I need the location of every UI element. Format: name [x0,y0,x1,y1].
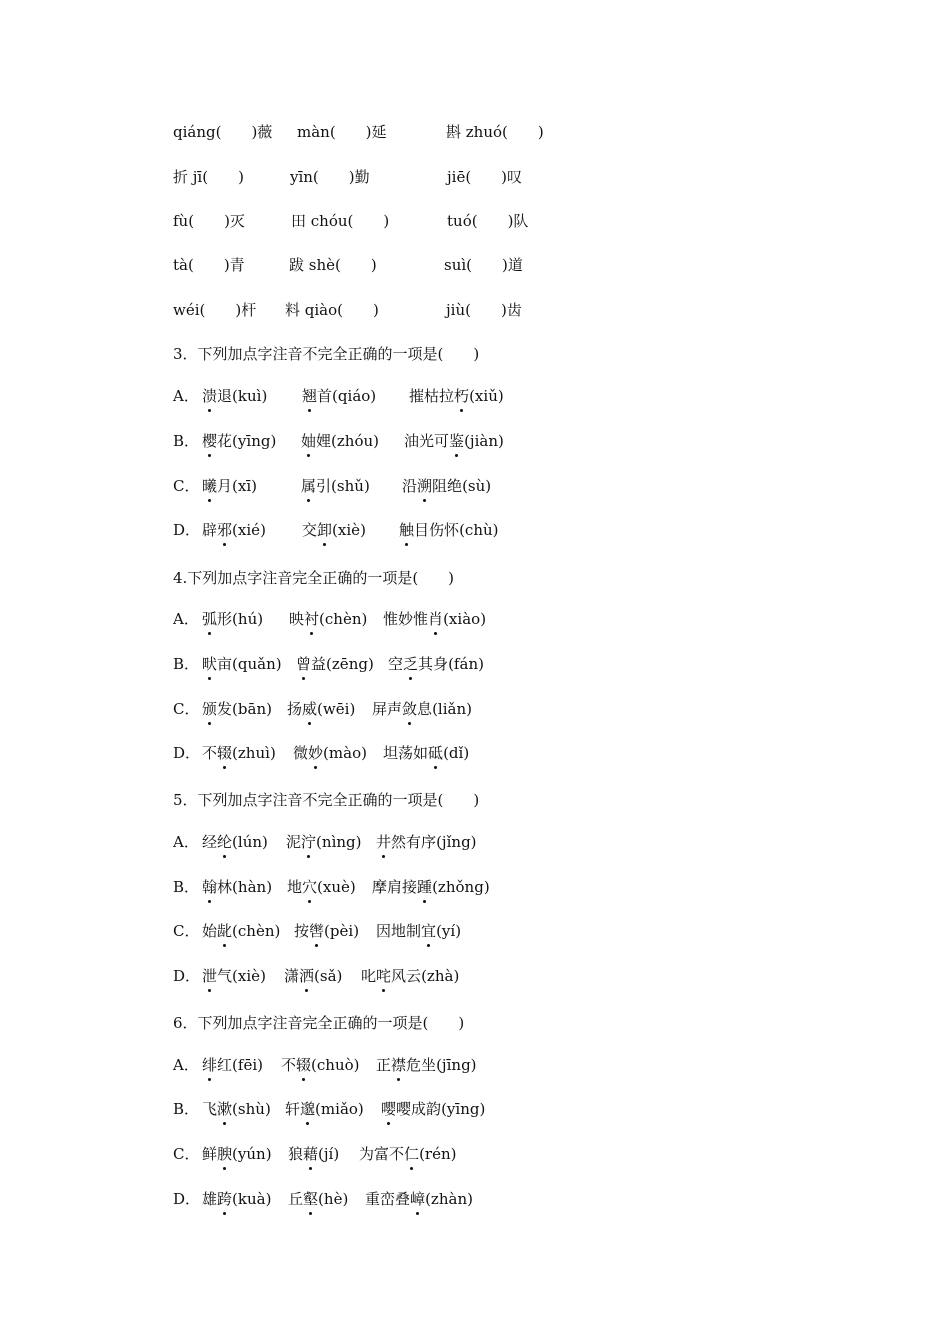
pinyin-item: jiē( )叹 [447,168,523,186]
pinyin-item: 料 qiào( ) [285,301,379,319]
option-d [173,517,499,543]
pinyin-row [173,119,544,145]
emphasis-dot-char: 洒 [299,963,314,989]
option-a [173,383,504,409]
option-label: C． [173,477,200,495]
option-item: 樱花(yīng) [202,428,276,454]
pinyin-item: 斟 zhuó( ) [446,123,544,141]
option-b [173,428,504,454]
option-label: B． [173,878,200,896]
option-item: 屏声敛息(liǎn) [372,696,472,722]
emphasis-dot-char: 颁 [202,696,217,722]
option-item: 嘤嘤成韵(yīng) [381,1096,485,1122]
question-stem: 6．下列加点字注音完全正确的一项是( ) [173,1014,465,1032]
option-c [173,918,462,944]
option-item: 沿溯阻绝(sù) [402,473,491,499]
pinyin-row [173,208,529,234]
option-item: 飞漱(shù) [202,1096,271,1122]
option-label: C． [173,1145,200,1163]
option-item: 畎亩(quǎn) [202,651,282,677]
pinyin-item: 折 jī( ) [173,168,244,186]
option-item: 辟邪(xié) [202,517,266,543]
emphasis-dot-char: 踵 [417,874,432,900]
emphasis-dot-char: 跨 [217,1186,232,1212]
pinyin-item: tà( )青 [173,256,245,274]
option-b [173,1096,486,1122]
emphasis-dot-char: 翘 [302,383,317,409]
emphasis-dot-char: 襟 [391,1052,406,1078]
option-item: 为富不仁(rén) [359,1141,457,1167]
option-d [173,740,470,766]
option-item: 油光可鉴(jiàn) [404,428,504,454]
emphasis-dot-char: 妯 [301,428,316,454]
option-a [173,606,487,632]
option-item: 泥泞(nìng) [286,829,362,855]
option-label: D． [173,1190,201,1208]
emphasis-dot-char: 乏 [403,651,418,677]
emphasis-dot-char: 弧 [202,606,217,632]
option-label: D． [173,967,201,985]
option-label: C． [173,922,200,940]
option-a [173,829,477,855]
option-c [173,473,492,499]
option-item: 始龀(chèn) [202,918,280,944]
option-c [173,1141,457,1167]
emphasis-dot-char: 衬 [304,606,319,632]
option-b [173,874,490,900]
emphasis-dot-char: 溃 [202,383,217,409]
emphasis-dot-char: 泄 [202,963,217,989]
option-label: B． [173,655,200,673]
emphasis-dot-char: 畎 [202,651,217,677]
option-label: C． [173,700,200,718]
emphasis-dot-char: 溯 [417,473,432,499]
option-item: 翰林(hàn) [202,874,272,900]
emphasis-dot-char: 纶 [217,829,232,855]
pinyin-item: tuó( )队 [447,212,529,230]
option-item: 坦荡如砥(dǐ) [383,740,469,766]
emphasis-dot-char: 曾 [296,651,311,677]
emphasis-dot-char: 邈 [300,1096,315,1122]
option-item: 微妙(mào) [293,740,367,766]
question-stem: 5．下列加点字注音不完全正确的一项是( ) [173,791,480,809]
emphasis-dot-char: 辍 [217,740,232,766]
emphasis-dot-char: 属 [301,473,316,499]
option-label: D． [173,744,201,762]
option-item: 不辍(chuò) [281,1052,360,1078]
emphasis-dot-char: 肖 [428,606,443,632]
emphasis-dot-char: 触 [399,517,414,543]
emphasis-dot-char: 漱 [217,1096,232,1122]
option-label: B． [173,1100,200,1118]
emphasis-dot-char: 绯 [202,1052,217,1078]
option-item: 泄气(xiè) [202,963,266,989]
option-item: 摩肩接踵(zhǒng) [372,874,490,900]
option-d [173,963,460,989]
option-item: 地穴(xuè) [287,874,356,900]
emphasis-dot-char: 砥 [428,740,443,766]
question-stem: 4.下列加点字注音完全正确的一项是( ) [173,569,455,587]
option-item: 妯娌(zhóu) [301,428,379,454]
pinyin-item: jiù( )齿 [446,301,522,319]
emphasis-dot-char: 泞 [301,829,316,855]
option-d [173,1186,473,1212]
option-label: A． [173,833,199,851]
emphasis-dot-char: 妙 [308,740,323,766]
pinyin-item: yīn( )勤 [290,168,370,186]
emphasis-dot-char: 卸 [317,517,332,543]
option-item: 曦月(xī) [202,473,257,499]
option-item: 不辍(zhuì) [202,740,276,766]
option-item: 扬威(wēi) [287,696,355,722]
option-c [173,696,473,722]
emphasis-dot-char: 威 [302,696,317,722]
option-label: A． [173,1056,199,1074]
option-item: 交卸(xiè) [302,517,366,543]
emphasis-dot-char: 翰 [202,874,217,900]
emphasis-dot-char: 龀 [217,918,232,944]
option-item: 重峦叠嶂(zhàn) [365,1186,473,1212]
option-item: 按辔(pèi) [294,918,359,944]
option-item: 触目伤怀(chù) [399,517,499,543]
option-item: 井然有序(jǐng) [376,829,477,855]
emphasis-dot-char: 樱 [202,428,217,454]
option-item: 翘首(qiáo) [302,383,376,409]
emphasis-dot-char: 辍 [296,1052,311,1078]
option-item: 弧形(hú) [202,606,263,632]
option-item: 属引(shǔ) [301,473,370,499]
question-stem: 3．下列加点字注音不完全正确的一项是( ) [173,345,480,363]
emphasis-dot-char: 壑 [303,1186,318,1212]
emphasis-dot-char: 仁 [404,1141,419,1167]
pinyin-row [173,297,522,323]
option-item: 鲜腴(yún) [202,1141,272,1167]
option-item: 摧枯拉朽(xiǔ) [409,383,504,409]
emphasis-dot-char: 辔 [309,918,324,944]
option-item: 潇洒(sǎ) [284,963,342,989]
emphasis-dot-char: 咤 [376,963,391,989]
emphasis-dot-char: 藉 [303,1141,318,1167]
emphasis-dot-char: 鉴 [449,428,464,454]
pinyin-item: fù( )灭 [173,212,245,230]
option-item: 叱咤风云(zhà) [361,963,459,989]
emphasis-dot-char: 腴 [217,1141,232,1167]
emphasis-dot-char: 嶂 [410,1186,425,1212]
option-label: B． [173,432,200,450]
option-item: 绯红(fēi) [202,1052,263,1078]
pinyin-item: suì( )道 [444,256,523,274]
option-item: 狼藉(jí) [288,1141,339,1167]
pinyin-row [173,164,523,190]
option-label: D． [173,521,201,539]
option-b [173,651,484,677]
option-item: 经纶(lún) [202,829,268,855]
option-item: 正襟危坐(jīng) [376,1052,477,1078]
option-item: 雄跨(kuà) [202,1186,271,1212]
option-item: 因地制宜(yí) [376,918,461,944]
pinyin-row [173,252,523,278]
option-item: 溃退(kuì) [202,383,267,409]
emphasis-dot-char: 嘤 [381,1096,396,1122]
option-item: 惟妙惟肖(xiào) [383,606,486,632]
option-item: 丘壑(hè) [288,1186,348,1212]
pinyin-item: qiáng( )薇 [173,123,273,141]
option-item: 曾益(zēng) [296,651,374,677]
option-item: 映衬(chèn) [289,606,367,632]
option-label: A． [173,387,199,405]
emphasis-dot-char: 朽 [454,383,469,409]
emphasis-dot-char: 曦 [202,473,217,499]
pinyin-item: màn( )延 [297,123,387,141]
option-item: 空乏其身(fán) [388,651,484,677]
pinyin-item: wéi( )杆 [173,301,257,319]
option-item: 颁发(bān) [202,696,272,722]
option-item: 轩邈(miǎo) [285,1096,364,1122]
emphasis-dot-char: 穴 [302,874,317,900]
emphasis-dot-char: 井 [376,829,391,855]
emphasis-dot-char: 宜 [421,918,436,944]
pinyin-item: 田 chóu( ) [291,212,390,230]
option-a [173,1052,477,1078]
emphasis-dot-char: 敛 [402,696,417,722]
option-label: A． [173,610,199,628]
emphasis-dot-char: 邪 [217,517,232,543]
pinyin-item: 跋 shè( ) [289,256,377,274]
